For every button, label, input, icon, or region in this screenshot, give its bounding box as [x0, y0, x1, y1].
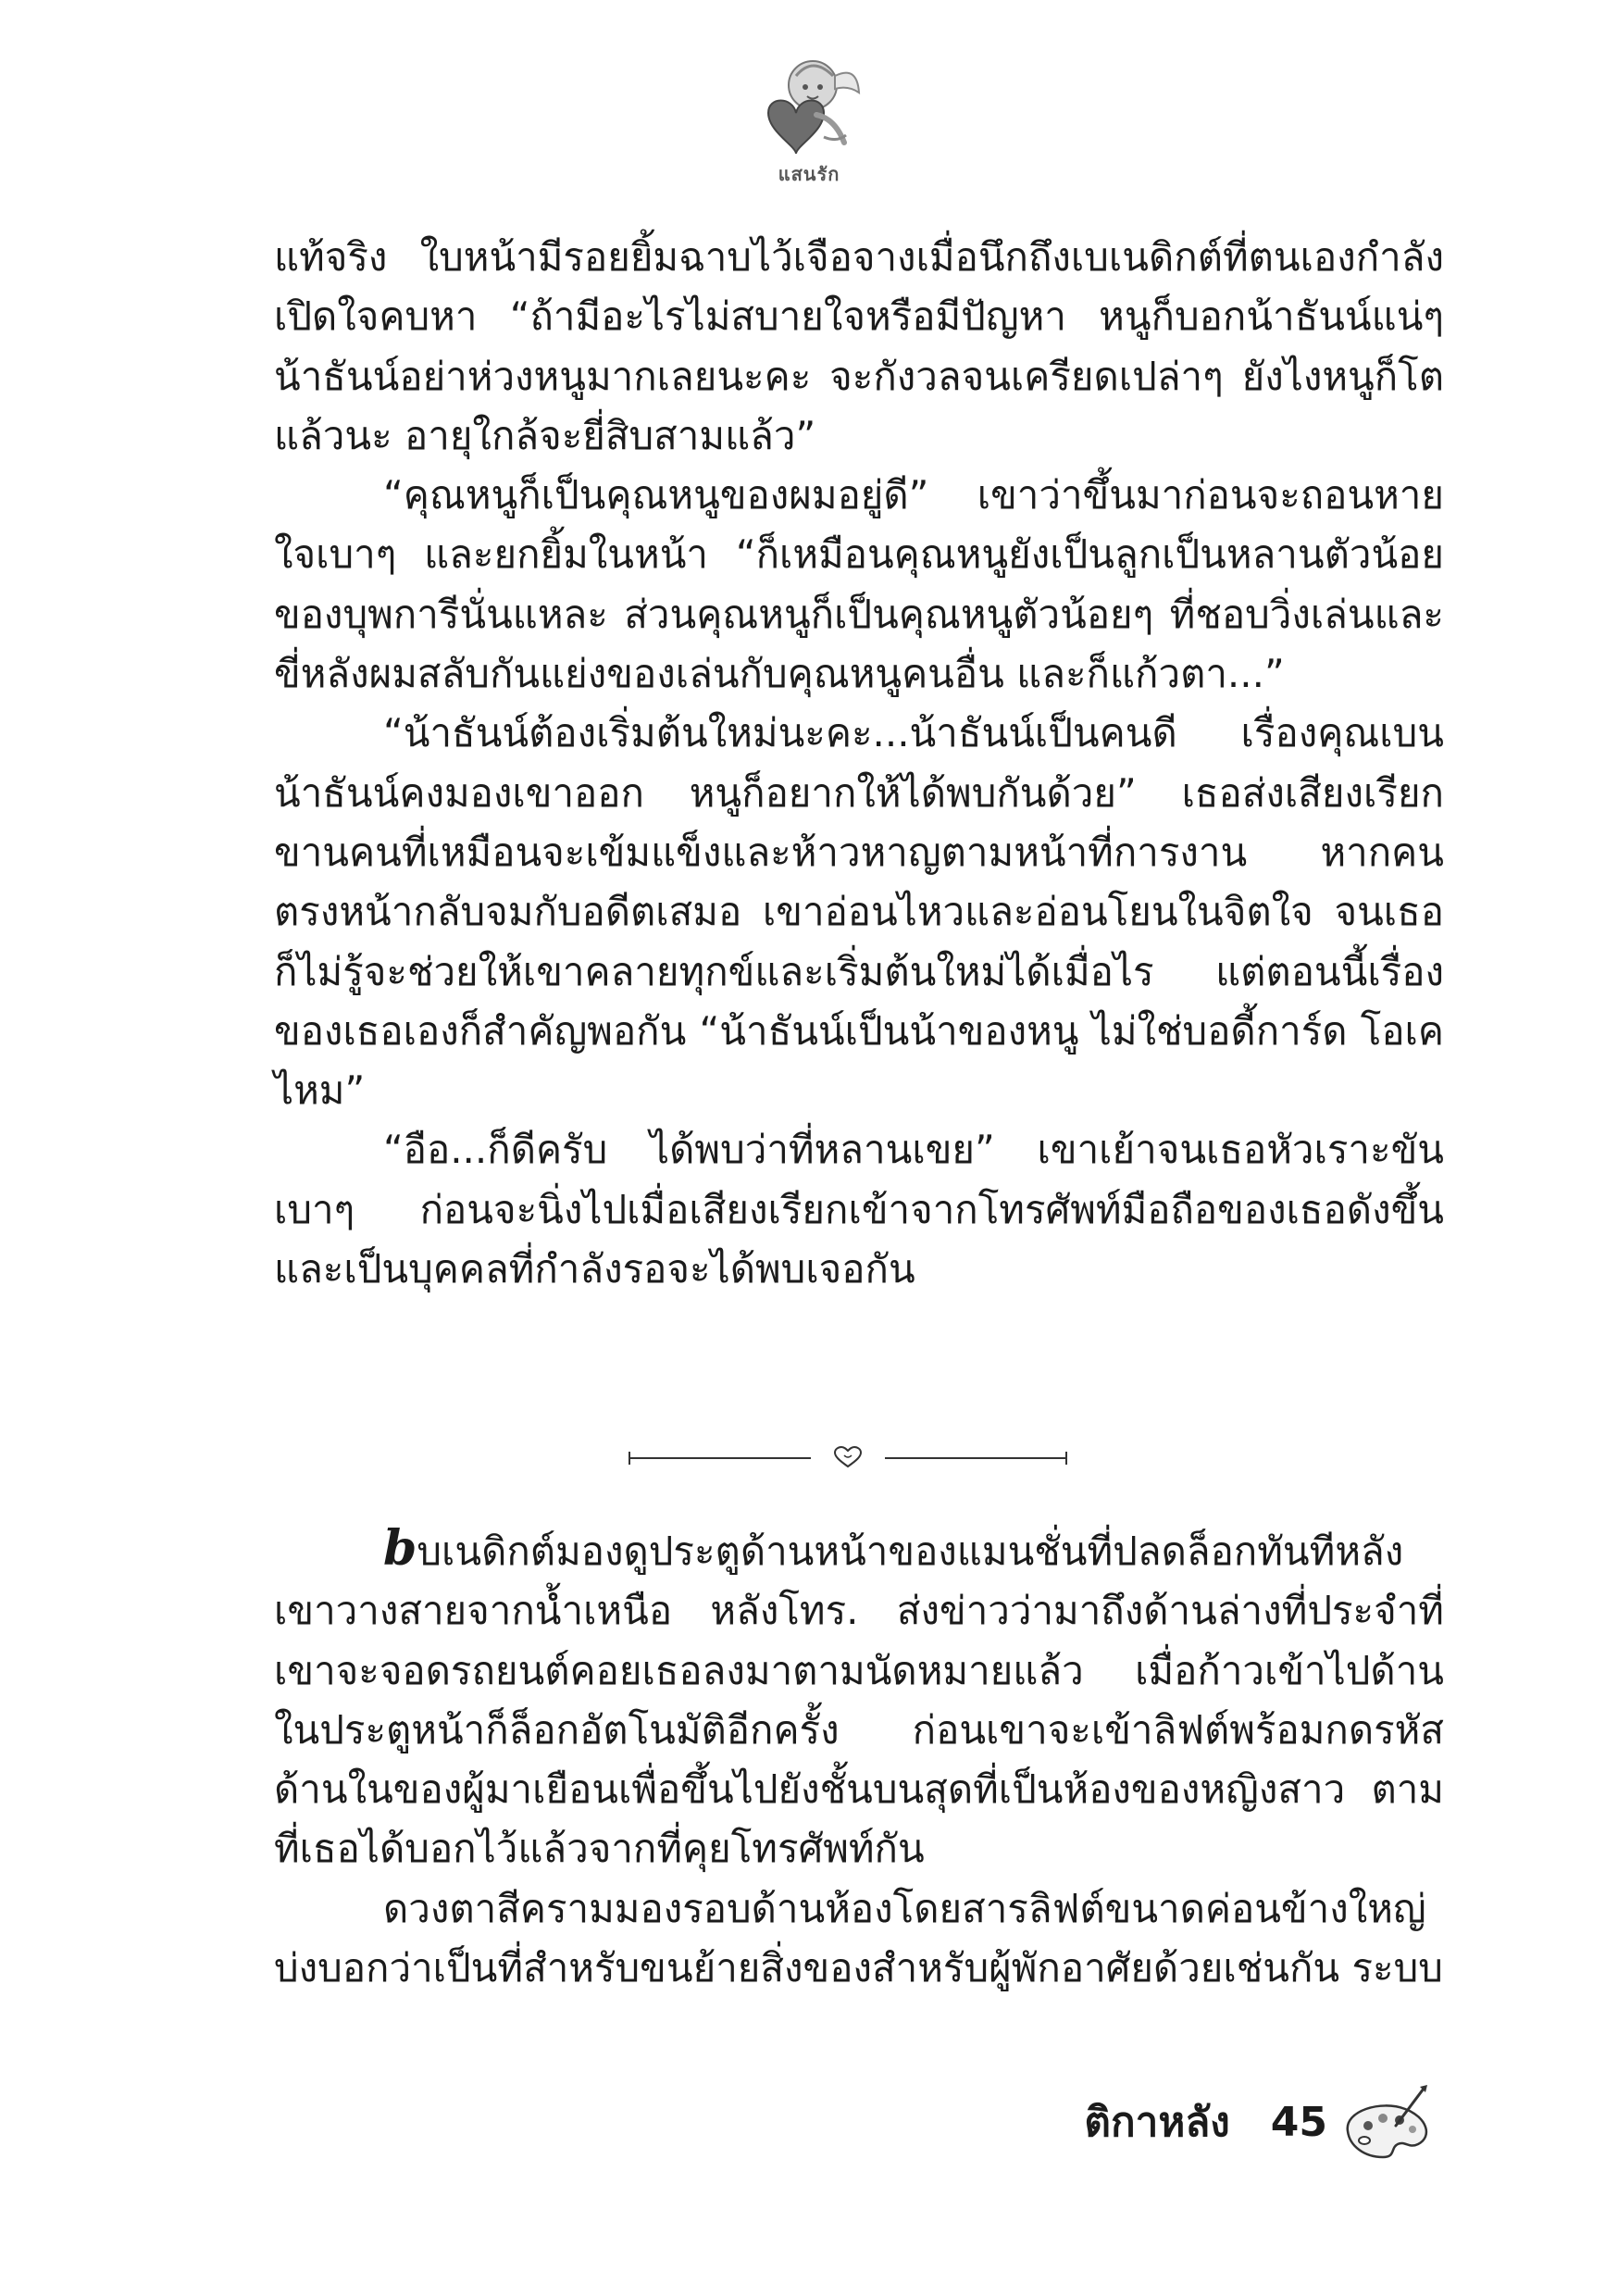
- logo-text: แสนรัก: [778, 163, 840, 185]
- paragraph: “คุณหนูก็เป็นคุณหนูของผมอยู่ดี” เขาว่าขึ้นมาก่อนจะถอนหายใจเบาๆ และยกยิ้มในหน้า “ก็เหมือนคุณหนูยังเป็นลูกเป็นหลานตัวน้อยของบุพการีนั่นแหละ ส่วนคุณหนูก็เป็นคุณหนูตัวน้อยๆ ที่ชอบวิ่งเล่นและขี่หลังผมสลับกันแย่งของเล่นกับคุณหนูคนอื่น และก็แก้วตา...”: [274, 472, 1444, 697]
- heart-ornament-icon: [835, 1447, 861, 1466]
- page-footer: [1084, 2085, 1437, 2159]
- scene-divider: [626, 1444, 1070, 1472]
- cupid-heart-icon: [752, 48, 866, 163]
- text-block-top: [274, 228, 1444, 1299]
- header-logo: [752, 48, 866, 187]
- paragraph: “อือ...ก็ดีครับ ได้พบว่าที่หลานเขย” เขาเย้าจนเธอหัวเราะขันเบาๆ ก่อนจะนิ่งไปเมื่อเสียงเรียกเข้าจากโทรศัพท์มือถือของเธอดังขึ้น และเป็นบุคคลที่กำลังรอจะได้พบเจอกัน: [274, 1127, 1444, 1292]
- paint-palette-icon: [1340, 2085, 1437, 2159]
- drop-cap: b: [383, 1520, 417, 1577]
- paragraph: “น้าธันน์ต้องเริ่มต้นใหม่นะคะ...น้าธันน์เป็นคนดี เรื่องคุณเบน น้าธันน์คงมองเขาออก หนูก็อยากให้ได้พบกันด้วย” เธอส่งเสียงเรียกขานคนที่เหมือนจะเข้มแข็งและห้าวหาญตามหน้าที่การงาน หากคนตรงหน้ากลับจมกับอดีตเสมอ เขาอ่อนไหวและอ่อนโยนในจิตใจ จนเธอก็ไม่รู้จะช่วยให้เขาคลายทุกข์และเริ่มต้นใหม่ได้เมื่อไร แต่ตอนนี้เรื่องของเธอเองก็สำคัญพอกัน “น้าธันน์เป็นน้าของหนู ไม่ใช่บอดี้การ์ด โอเคไหม”: [274, 710, 1444, 1114]
- book-title: ติกาหลัง: [1084, 2099, 1230, 2146]
- paragraph: แท้จริง ใบหน้ามีรอยยิ้มฉาบไว้เจือจางเมื่อนึกถึงเบเนดิกต์ที่ตนเองกำลังเปิดใจคบหา “ถ้ามีอะไรไม่สบายใจหรือมีปัญหา หนูก็บอกน้าธันน์แน่ๆ น้าธันน์อย่าห่วงหนูมากเลยนะคะ จะกังวลจนเครียดเปล่าๆ ยังไงหนูก็โตแล้วนะ อายุใกล้จะยี่สิบสามแล้ว”: [274, 234, 1444, 458]
- paragraph-text: บเนดิกต์มองดูประตูด้านหน้าของแมนชั่นที่ปลดล็อกทันทีหลังเขาวางสายจากน้ำเหนือ หลังโทร. ส่งข่าวว่ามาถึงด้านล่างที่ประจำที่เขาจะจอดรถยนต์คอยเธอลงมาตามนัดหมายแล้ว เมื่อก้าวเข้าไปด้านในประตูหน้าก็ล็อกอัตโนมัติอีกครั้ง ก่อนเขาจะเข้าลิฟต์พร้อมกดรหัสด้านในของผู้มาเยือนเพื่อขึ้นไปยังชั้นบนสุดที่เป็นห้องของหญิงสาว ตามที่เธอได้บอกไว้แล้วจากที่คุยโทรศัพท์กัน: [274, 1529, 1444, 1872]
- page-number: 45: [1270, 2098, 1327, 2146]
- paragraph: ดวงตาสีครามมองรอบด้านห้องโดยสารลิฟต์ขนาดค่อนข้างใหญ่บ่งบอกว่าเป็นที่สำหรับขนย้ายสิ่งของสำหรับผู้พักอาศัยด้วยเช่นกัน ระบบ: [274, 1885, 1443, 1991]
- paragraph: [274, 1522, 1444, 1879]
- text-block-bottom: [274, 1522, 1444, 1998]
